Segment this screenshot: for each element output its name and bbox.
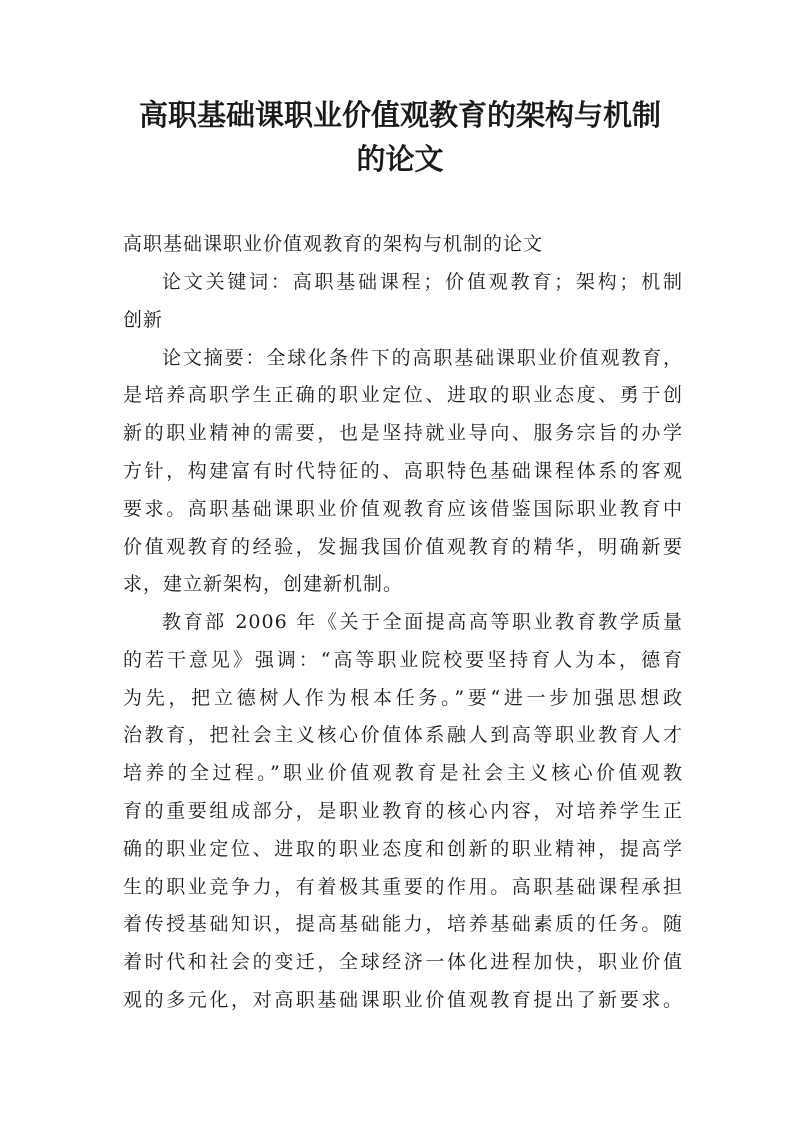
abstract-line: 要求。高职基础课职业价值观教育应该借鉴国际职业教育中 [123, 498, 683, 520]
body-line: 为先，把立德树人作为根本任务。”要“进一步加强思想政 [123, 687, 683, 709]
keywords-continuation: 创新 [123, 309, 164, 331]
body-line: 着时代和社会的变迁，全球经济一体化进程加快，职业价值 [123, 951, 683, 973]
abstract-line: 是培养高职学生正确的职业定位、进取的职业态度、勇于创 [123, 384, 683, 406]
document-title-line-2: 的论文 [356, 142, 444, 176]
body-line: 教育部 2006 年《关于全面提高高等职业教育教学质量 [162, 611, 683, 633]
abstract-line: 求，建立新架构，创建新机制。 [123, 573, 404, 595]
body-line: 育的重要组成部分，是职业教育的核心内容，对培养学生正 [123, 800, 683, 822]
body-line: 治教育，把社会主义核心价值体系融人到高等职业教育人才 [123, 724, 683, 746]
abstract-line: 价值观教育的经验，发掘我国价值观教育的精华，明确新要 [123, 536, 683, 558]
keywords-line: 论文关键词：高职基础课程；价值观教育；架构；机制 [162, 271, 683, 293]
body-line: 的若干意见》强调：“高等职业院校要坚持育人为本，德育 [123, 649, 683, 671]
abstract-line: 方针，构建富有时代特征的、高职特色基础课程体系的客观 [123, 460, 683, 482]
body-line: 培养的全过程。”职业价值观教育是社会主义核心价值观教 [123, 762, 683, 784]
subtitle-line: 高职基础课职业价值观教育的架构与机制的论文 [123, 233, 544, 255]
body-line: 确的职业定位、进取的职业态度和创新的职业精神，提高学 [123, 838, 683, 860]
abstract-line: 新的职业精神的需要，也是坚持就业导向、服务宗旨的办学 [123, 422, 683, 444]
abstract-line: 论文摘要：全球化条件下的高职基础课职业价值观教育， [162, 347, 683, 369]
document-title-line-1: 高职基础课职业价值观教育的架构与机制 [138, 98, 661, 132]
body-line: 观的多元化，对高职基础课职业价值观教育提出了新要求。 [123, 989, 683, 1011]
body-line: 生的职业竞争力，有着极其重要的作用。高职基础课程承担 [123, 876, 683, 898]
body-line: 着传授基础知识，提高基础能力，培养基础素质的任务。随 [123, 913, 683, 935]
